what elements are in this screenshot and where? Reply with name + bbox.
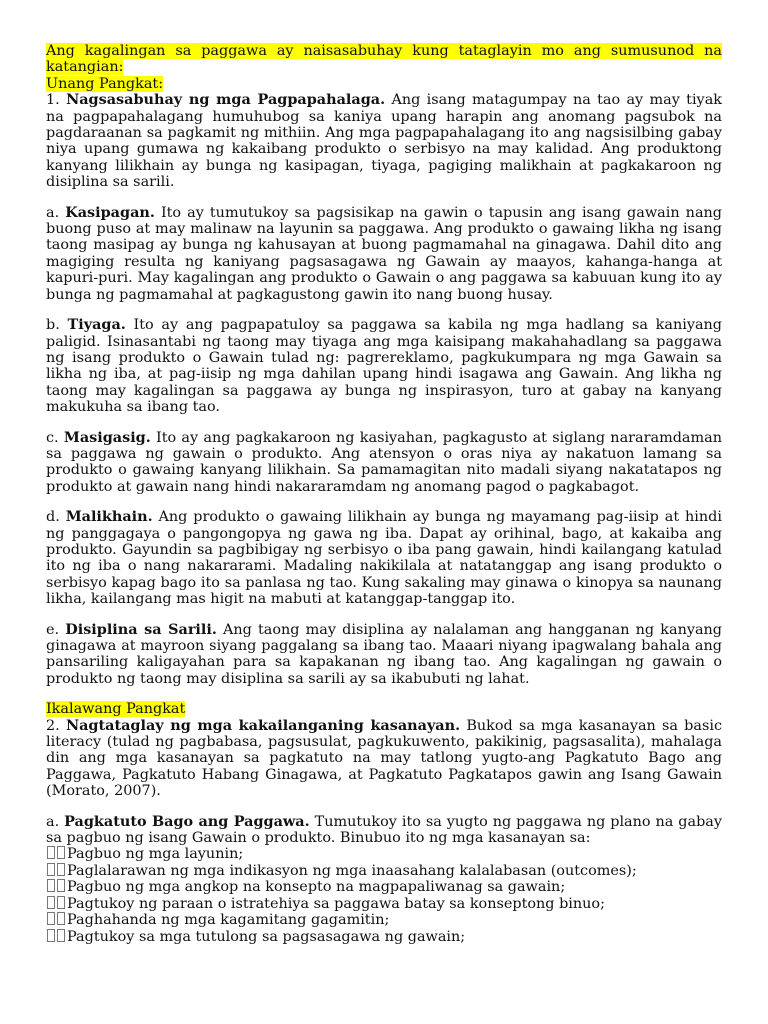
sub2-a-paragraph: a. Pagkatuto Bago ang Paggawa. Tumutukoy ito sa yugto ng paggawa ng plano na gabay sa pagbuo ng isang Gawain o produkto. Binubuo ito ng mga kasanayan sa: xyxy=(46,812,723,847)
bullet-glyph-icon xyxy=(57,929,65,942)
bullet-glyph-icon xyxy=(57,846,65,859)
group1-label: Unang Pangkat: xyxy=(46,75,164,92)
group2-label: Ikalawang Pangkat xyxy=(46,701,186,718)
bullet-glyph-icon xyxy=(47,896,55,909)
item1-paragraph: 1. Nagsasabuhay ng mga Pagpapahalaga. Ang isang matagumpay na tao ay may tiyak na pagpapahalagang humuhubog sa kaniya upang harapin ang anomang pagsubok na pagdaraanan sa pagkamit ng mithiin. Ang mga pagpapahalagang ito ang nagsisilbing gabay niya upang gumawa ng kakaibang produkto o serbisyo na may kalidad. Ang produktong kanyang lilikhain ay bunga ng kasipagan, tiyaga, pagiging malikhain at pagkakaroon ng disiplina sa sarili. xyxy=(46,91,722,191)
document-content xyxy=(46,43,722,945)
item2-title: Nagtataglay ng mga kakailanganing kasanayan. xyxy=(65,716,461,734)
list-item: Pagtukoy ng paraan o istratehiya sa paggawa batay sa konseptong binuo; xyxy=(46,896,722,912)
sub-c-paragraph: c. Masigasig. Ito ay ang pagkakaroon ng kasiyahan, pagkagusto at siglang nararamdaman sa paggawa ng gawain o produkto. Ang atensyon o oras niya ay nakatuon lamang sa produkto o gawaing kanyang lilikhain. Sa pamamagitan nito madali siyang nakatatapos ng produkto at gawain nang hindi nakararamdam ng anomang pagod o pagkabagot. xyxy=(46,428,723,495)
bullet-glyph-icon xyxy=(57,863,65,876)
list-item: Pagbuo ng mga angkop na konsepto na magpapaliwanag sa gawain; xyxy=(46,879,722,895)
sub2-a-title: Pagkatuto Bago ang Paggawa. xyxy=(64,812,310,830)
bullet-glyph-icon xyxy=(47,929,55,942)
bullet-glyph-icon xyxy=(57,912,65,925)
sub-a-paragraph: a. Kasipagan. Ito ay tumutukoy sa pagsisikap na gawin o tapusin ang isang gawain nang buong puso at may malinaw na layunin sa paggawa. Ang produkto o gawaing likha ng isang taong masipag ay bunga ng kahusayan at buong pagmamahal na ginagawa. Dahil dito ang magiging resulta ng kaniyang pagsasagawa ng Gawain ay maayos, kahanga-hanga at kapuri-puri. May kagalingan ang produkto o Gawain o ang paggawa sa kabuuan kung ito ay bunga ng pagmamahal at pagkagustong gawin ito nang buong husay. xyxy=(46,203,722,303)
sub-d-paragraph: d. Malikhain. Ang produkto o gawaing lilikhain ay bunga ng mayamang pag-iisip at hindi ng panggagaya o pangongopya ng gawa ng iba. Dapat ay orihinal, bago, at kakaiba ang produkto. Gayundin sa pagbibigay ng serbisyo o iba pang gawain, hindi kailangang katulad ito ng iba o nang nakararami. Madaling nakikilala at natatanggap ang isang produkto o serbisyo kapag bago ito sa panlasa ng tao. Kung sakaling may ginawa o kinopya sa naunang likha, kailangang mas higit na mabuti at katanggap-tanggap ito. xyxy=(46,508,722,608)
item1-title: Nagsasabuhay ng mga Pagpapahalaga. xyxy=(66,91,386,109)
bullet-glyph-icon xyxy=(47,912,55,925)
sub-d-title: Malikhain. xyxy=(65,508,153,526)
sub-e-paragraph: e. Disiplina sa Sarili. Ang taong may disiplina ay nalalaman ang hangganan ng kanyang ginagawa at mayroon siyang paggalang sa ibang tao. Maaari niyang ipagwalang bahala ang pansariling kaligayahan para sa kapakanan ng ibang tao. Ang kagalingan ng gawain o produkto ng taong may disiplina sa sarili ay sa ikabubuti ng lahat. xyxy=(46,620,723,687)
sub-a-title: Kasipagan. xyxy=(65,203,155,221)
list-item: Paglalarawan ng mga indikasyon ng mga inaasahang kalalabasan (outcomes); xyxy=(46,863,722,879)
list-item: Pagbuo ng mga layunin; xyxy=(46,846,722,862)
sub-b-title: Tiyaga. xyxy=(67,316,126,334)
list-item: Paghahanda ng mga kagamitang gagamitin; xyxy=(46,912,722,928)
bullet-glyph-icon xyxy=(47,863,55,876)
bullet-glyph-icon xyxy=(57,879,65,892)
list-item: Pagtukoy sa mga tutulong sa pagsasagawa ng gawain; xyxy=(46,929,722,945)
sub-c-title: Masigasig. xyxy=(63,428,151,446)
sub-b-paragraph: b. Tiyaga. Ito ay ang pagpapatuloy sa paggawa sa kabila ng mga hadlang sa kaniyang paligid. Isinasantabi ng taong may tiyaga ang mga kaisipang makahahadlang sa paggawa ng isang produkto o Gawain tulad ng: pagrereklamo, pagkukumpara ng mga Gawain sa likha ng iba, at pag-iisip ng mga dahilan upang hindi isagawa ang Gawain. Ang likha ng taong may kagalingan sa paggawa ay bunga ng inspirasyon, turo at gabay na kanyang makukuha sa ibang tao. xyxy=(46,316,723,416)
bullet-glyph-icon xyxy=(57,896,65,909)
intro-heading: Ang kagalingan sa paggawa ay naisasabuhay kung tataglayin mo ang sumusunod na katangian: xyxy=(46,43,722,76)
bullet-glyph-icon xyxy=(47,846,55,859)
sub-e-title: Disiplina sa Sarili. xyxy=(65,620,217,638)
item2-paragraph: 2. Nagtataglay ng mga kakailanganing kasanayan. Bukod sa mga kasanayan sa basic literacy (tulad ng pagbabasa, pagsusulat, pagkukuwento, pakikinig, pagsasalita), mahalaga din ang mga kasanayan sa pagkatuto na may tatlong yugto-ang Pagkatuto Bago ang Paggawa, Pagkatuto Habang Ginagawa, at Pagkatuto Pagkatapos gawin ang Isang Gawain (Morato, 2007). xyxy=(46,716,723,800)
bullet-glyph-icon xyxy=(47,879,55,892)
